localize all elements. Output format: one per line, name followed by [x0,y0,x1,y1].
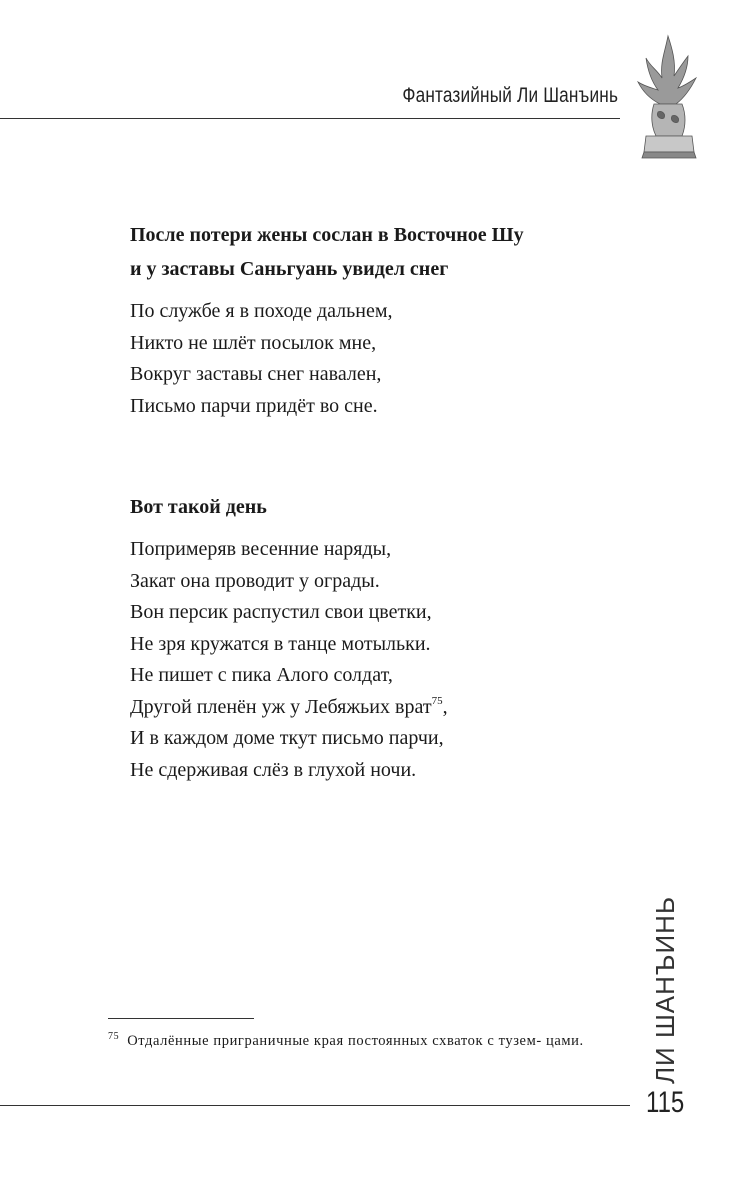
poem-title [130,218,630,286]
poem-line-punctuation: , [442,695,448,718]
side-label [650,895,680,1092]
footnote-reference[interactable]: 75 [431,694,443,707]
poem-title-line: Вот такой день [130,496,267,518]
poem-line: По службе я в походе дальнем, [130,300,393,322]
poem-line: Вон персик распустил свои цветки, [130,601,432,623]
footnote-text: Отдалённые приграничные края постоянных схваток с тузем- цами. [127,1033,584,1049]
poem-line: Вокруг заставы снег навален, [130,363,382,385]
footnote-rule [108,1018,254,1019]
poem-line: Не пишет с пика Алого солдат, [130,664,393,686]
poem-2 [130,490,630,786]
poem-line [130,692,630,724]
dragon-statue-icon [632,32,704,160]
footnote-number: 75 [108,1031,120,1042]
page-number: 115 [646,1086,685,1119]
header-rule [0,118,620,119]
poem-line: Закат она проводит у ограды. [130,569,380,592]
poem-line: Никто не шлёт посылок мне, [130,331,377,354]
poem-line-text: Другой пленён уж у Лебяжьих врат [130,695,432,718]
poem-title [130,490,630,524]
poem-line: Попримеряв весенние наряды, [130,538,392,560]
poem-line: Письмо парчи придёт во сне. [130,394,378,417]
poem-line: Не зря кружатся в танце мотыльки. [130,632,431,655]
poem-title-line: и у заставы Саньгуань увидел снег [130,258,449,280]
poem-title-line: После потери жены сослан в Восточное Шу [130,224,524,246]
poem-line: Не сдерживая слёз в глухой ночи. [130,758,417,781]
poem-line: И в каждом доме ткут письмо парчи, [130,727,444,749]
poem-1 [130,218,630,422]
side-label-text: ЛИ ШАНЪИНЬ [650,895,680,1084]
running-head: Фантазийный Ли Шанъинь [402,84,618,107]
footer-rule [0,1105,630,1106]
footnote [108,1030,636,1053]
